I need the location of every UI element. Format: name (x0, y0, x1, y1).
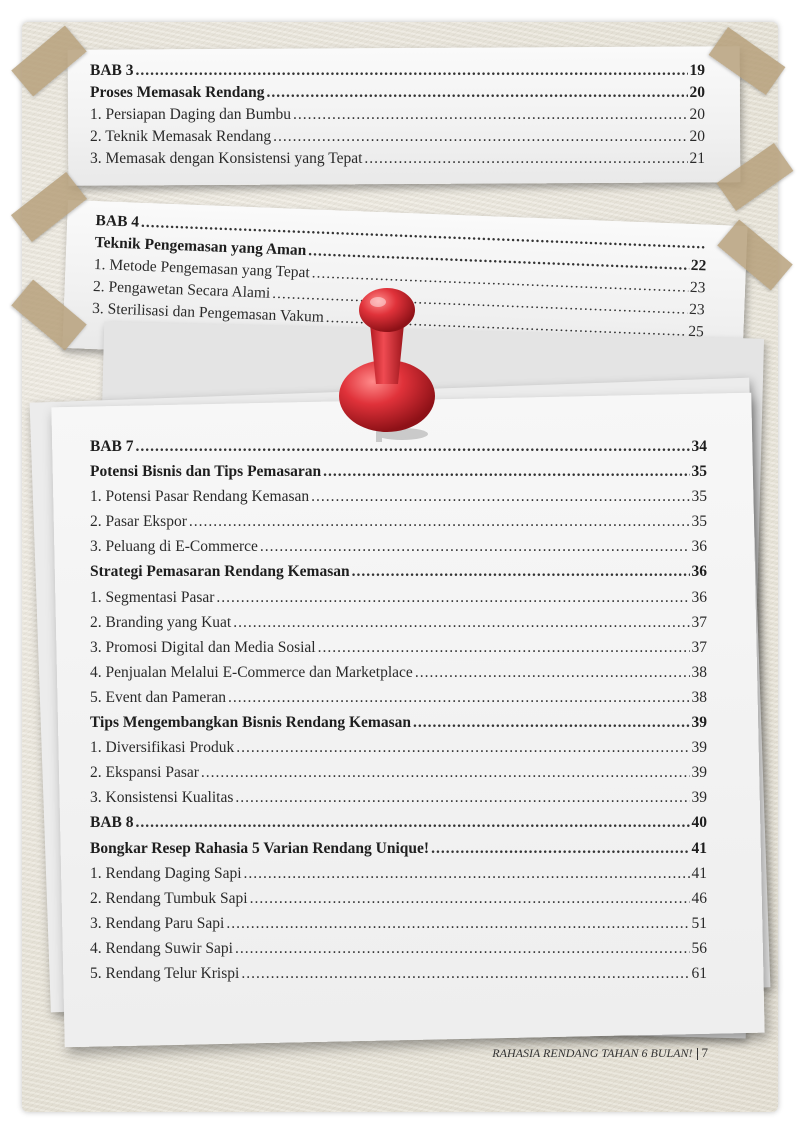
toc-entry-label: Teknik Pengemasan yang Aman (94, 233, 307, 260)
toc-page-number: 36 (691, 538, 707, 556)
toc-entry-label: 3. Sterilisasi dan Pengemasan Vakum (91, 299, 325, 326)
toc-entry-row[interactable] (90, 484, 707, 509)
page-footer (440, 1045, 708, 1061)
toc-page-number: 61 (691, 964, 707, 982)
toc-entry-row[interactable] (90, 509, 707, 534)
dot-leader (241, 961, 689, 986)
toc-page-number: 19 (689, 62, 705, 79)
toc-page-number: 23 (688, 300, 705, 319)
toc-page-number: 37 (691, 638, 707, 656)
toc-entry-label: 3. Rendang Paru Sapi (90, 914, 225, 932)
dot-leader (318, 635, 690, 660)
dot-leader (228, 685, 689, 710)
toc-entry-row[interactable] (90, 104, 705, 126)
toc-page-number: 38 (691, 688, 707, 706)
footer-page-number: 7 (701, 1045, 708, 1060)
toc-entry-label: Tips Mengembangkan Bisnis Rendang Kemasan (90, 714, 411, 732)
toc-entry-label: Strategi Pemasaran Rendang Kemasan (90, 563, 350, 581)
dot-leader (189, 509, 690, 534)
dot-leader (293, 104, 687, 126)
dot-leader (415, 660, 690, 685)
toc-entry-row[interactable] (90, 534, 707, 559)
toc-entry-label: 4. Penjualan Melalui E-Commerce dan Marketplace (90, 663, 413, 681)
toc-page-number: 35 (691, 463, 707, 481)
toc-page-number: 40 (691, 814, 707, 832)
toc-page-number: 39 (691, 789, 707, 807)
toc-page-number: 22 (690, 256, 707, 275)
toc-entry-row[interactable] (90, 760, 707, 785)
toc-page-number: 36 (691, 588, 707, 606)
dot-leader (323, 459, 689, 484)
toc-entry-label: 2. Pengawetan Secara Alami (92, 277, 271, 302)
dot-leader (273, 126, 687, 148)
toc-entry-row[interactable] (90, 685, 707, 710)
push-pin-icon (332, 284, 442, 449)
dot-leader (235, 936, 690, 961)
toc-page-number: 38 (691, 663, 707, 681)
toc-entry-label: 1. Diversifikasi Produk (90, 739, 235, 757)
toc-entry-row[interactable] (90, 610, 707, 635)
toc-entry-label: 3. Memasak dengan Konsistensi yang Tepat (90, 150, 363, 167)
footer-separator (697, 1048, 698, 1060)
toc-entry-row[interactable] (90, 886, 707, 911)
toc-entry-label: Potensi Bisnis dan Tips Pemasaran (90, 463, 322, 481)
dot-leader (236, 735, 689, 760)
toc-page-number: 39 (691, 764, 707, 782)
dot-leader (136, 60, 688, 82)
toc-entry-row[interactable] (90, 126, 705, 148)
toc-page-number: 56 (691, 939, 707, 957)
toc-entry-label: BAB 4 (95, 211, 140, 231)
toc-page-number: 46 (691, 889, 707, 907)
toc-entry-row[interactable] (90, 861, 707, 886)
toc-entry-label: 1. Persiapan Daging dan Bumbu (90, 106, 292, 123)
toc-heading-row[interactable] (90, 710, 707, 735)
dot-leader (311, 484, 689, 509)
dot-leader (364, 148, 687, 170)
toc-entry-label: 2. Branding yang Kuat (90, 613, 232, 631)
toc-entry-label: 2. Ekspansi Pasar (90, 764, 199, 782)
toc-page-number: 25 (687, 322, 705, 341)
toc-page-number: 20 (689, 128, 705, 145)
toc-page-number: 39 (691, 714, 707, 732)
toc-entry-label: Proses Memasak Rendang (90, 84, 265, 101)
toc-page-number: 34 (691, 438, 707, 455)
dot-leader (260, 534, 690, 559)
dot-leader (431, 836, 689, 861)
dot-leader (136, 810, 690, 835)
toc-page-number: 51 (691, 914, 707, 932)
toc-page-number: 35 (691, 513, 707, 531)
toc-page-number: 37 (691, 613, 707, 631)
toc-entry-label: Bongkar Resep Rahasia 5 Varian Rendang Unique! (90, 839, 430, 857)
toc-page-number: 41 (691, 839, 707, 857)
toc-page-number: 23 (689, 278, 706, 297)
dot-leader (352, 559, 690, 584)
toc-entry-row[interactable] (90, 785, 707, 810)
toc-entry-row[interactable] (90, 635, 707, 660)
toc-entry-row[interactable] (90, 936, 707, 961)
toc-entry-label: 3. Peluang di E-Commerce (90, 538, 258, 556)
dot-leader (216, 585, 689, 610)
dot-leader (267, 82, 688, 104)
dot-leader (226, 911, 689, 936)
toc-entry-label: 1. Rendang Daging Sapi (90, 864, 242, 882)
toc-entry-row[interactable] (90, 735, 707, 760)
toc-entry-label: 5. Rendang Telur Krispi (90, 964, 240, 982)
toc-page-number: 39 (691, 739, 707, 757)
toc-heading-row[interactable] (90, 810, 707, 835)
toc-entry-label: 3. Konsistensi Kualitas (90, 789, 234, 807)
toc-heading-row[interactable] (90, 559, 707, 584)
dot-leader (250, 886, 690, 911)
toc-section-bab-7-8 (90, 434, 707, 986)
toc-entry-label: 2. Teknik Memasak Rendang (90, 128, 272, 145)
toc-entry-label: 2. Pasar Ekspor (90, 513, 187, 531)
toc-entry-label: 1. Segmentasi Pasar (90, 588, 215, 606)
toc-page-number: 35 (691, 488, 707, 506)
toc-section-bab-3 (90, 60, 705, 170)
footer-book-title: RAHASIA RENDANG TAHAN 6 BULAN! (492, 1046, 693, 1060)
toc-page-number: 41 (691, 864, 707, 882)
toc-entry-label: 2. Rendang Tumbuk Sapi (90, 889, 248, 907)
toc-entry-label: 3. Promosi Digital dan Media Sosial (90, 638, 316, 656)
toc-page-number: 36 (691, 563, 707, 581)
toc-page-number: 20 (689, 106, 705, 123)
toc-heading-row[interactable] (90, 459, 707, 484)
toc-entry-label: BAB 8 (90, 814, 134, 832)
toc-entry-row[interactable] (90, 148, 705, 170)
toc-page-number: 20 (689, 84, 705, 101)
toc-heading-row[interactable] (90, 60, 705, 82)
toc-page-number: 21 (689, 150, 705, 167)
toc-entry-row[interactable] (90, 585, 707, 610)
toc-entry-label: BAB 7 (90, 438, 134, 455)
dot-leader (233, 610, 689, 635)
toc-entry-label: 4. Rendang Suwir Sapi (90, 939, 233, 957)
toc-entry-label: 1. Metode Pengemasan yang Tepat (93, 255, 311, 282)
toc-entry-row[interactable] (90, 911, 707, 936)
toc-heading-row[interactable] (90, 82, 705, 104)
toc-entry-row[interactable] (90, 961, 707, 986)
toc-entry-label: 1. Potensi Pasar Rendang Kemasan (90, 488, 310, 506)
toc-entry-label: BAB 3 (90, 62, 134, 79)
toc-entry-label: 5. Event dan Pameran (90, 688, 227, 706)
dot-leader (235, 785, 689, 810)
dot-leader (244, 861, 690, 886)
dot-leader (201, 760, 690, 785)
toc-entry-row[interactable] (90, 660, 707, 685)
toc-heading-row[interactable] (90, 836, 707, 861)
dot-leader (413, 710, 690, 735)
